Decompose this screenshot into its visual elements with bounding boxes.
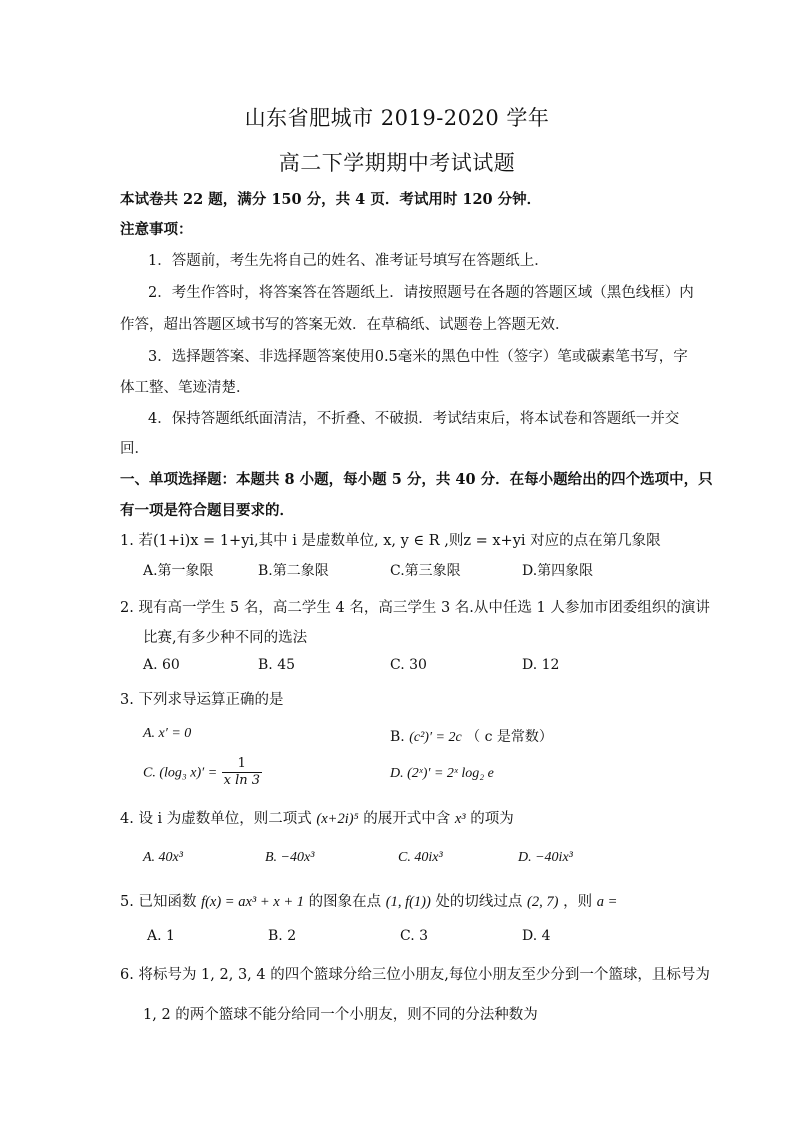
question-4-option-c: C. 40ix³ [398, 850, 443, 865]
stem-term: x³ [454, 811, 466, 827]
question-6-stem-cont: 1, 2 的两个篮球不能分给同一个小朋友，则不同的分法种数为 [143, 1007, 538, 1023]
question-3-option-a: A. x′ = 0 [143, 726, 192, 741]
question-1-option-a: A.第一象限 [143, 563, 214, 579]
note-item: 1．答题前，考生先将自己的姓名、准考证号填写在答题纸上． [148, 253, 549, 269]
question-2-stem-cont: 比赛,有多少种不同的选法 [143, 630, 308, 646]
stem-text: 处的切线过点 [435, 894, 523, 910]
fraction-denominator: x ln 3 [223, 773, 261, 788]
option-label: B. [390, 729, 405, 745]
stem-text: 的项为 [470, 811, 514, 827]
stem-text: ，则 [563, 894, 593, 910]
question-2-option-c: C. 30 [390, 657, 427, 673]
stem-expression: (x+2i)⁵ [316, 811, 359, 827]
stem-variable: a = [596, 894, 618, 910]
question-3-option-c [143, 756, 262, 789]
question-5-stem [120, 890, 617, 911]
question-1-option-d: D.第四象限 [522, 563, 594, 579]
note-item: 2．考生作答时，将答案答在答题纸上．请按照题号在各题的答题区域（黑色线框）内 [148, 285, 694, 301]
note-item: 4．保持答题纸纸面清洁，不折叠、不破损．考试结束后，将本试卷和答题纸一并交 [148, 411, 680, 427]
stem-text: 的展开式中含 [363, 811, 451, 827]
exam-subtitle: 高二下学期期中考试试题 [278, 151, 516, 175]
stem-text: 5. 已知函数 [120, 894, 197, 910]
question-2-option-b: B. 45 [258, 657, 296, 673]
question-4-option-d: D. −40ix³ [518, 850, 573, 865]
note-item: 作答，超出答题区域书写的答案无效．在草稿纸、试题卷上答题无效． [120, 317, 570, 333]
question-5-option-a: A. 1 [147, 928, 175, 944]
question-4-option-a: A. 40x³ [143, 850, 183, 865]
option-expression: (c²)′ = 2c [409, 730, 462, 745]
stem-text: 的图象在点 [308, 894, 382, 910]
stem-text: 4. 设 i 为虚数单位，则二项式 [120, 811, 312, 827]
question-4-stem [120, 807, 514, 828]
section-heading: 一、单项选择题：本题共 8 小题，每小题 5 分，共 40 分．在每小题给出的四个选项中，只 [120, 471, 713, 488]
question-5-option-d: D. 4 [522, 928, 551, 944]
fraction-numerator: 1 [222, 756, 262, 773]
note-item: 3．选择题答案、非选择题答案使用0.5毫米的黑色中性（签字）笔或碳素笔书写，字 [148, 349, 688, 365]
question-2-stem: 2. 现有高一学生 5 名，高二学生 4 名，高三学生 3 名.从中任选 1 人参加市团委组织的演讲 [120, 600, 710, 616]
stem-point: (2, 7) [527, 894, 559, 910]
question-1-option-c: C.第三象限 [390, 563, 461, 579]
option-expression: C. (log₃ x)′ = [143, 765, 218, 781]
question-3-stem: 3. 下列求导运算正确的是 [120, 692, 284, 708]
question-2-option-d: D. 12 [522, 657, 560, 673]
stem-point: (1, f(1)) [385, 894, 431, 910]
section-heading: 有一项是符合题目要求的． [120, 502, 294, 519]
question-6-stem: 6. 将标号为 1, 2, 3, 4 的四个篮球分给三位小朋友,每位小朋友至少分到一个篮球，且标号为 [120, 967, 710, 983]
exam-title: 山东省肥城市 2019-2020 学年 [244, 106, 550, 130]
fraction [222, 756, 262, 789]
note-item: 回． [120, 441, 149, 457]
stem-function: f(x) = ax³ + x + 1 [201, 894, 305, 910]
question-1-option-b: B.第二象限 [258, 563, 329, 579]
note-item: 体工整、笔迹清楚． [120, 380, 251, 396]
question-3-option-d: D. (2ˣ)′ = 2ˣ log₂ e [390, 766, 494, 781]
exam-summary: 本试卷共 22 题，满分 150 分，共 4 页．考试用时 120 分钟． [120, 191, 542, 208]
question-3-option-b [390, 726, 553, 746]
option-note: （ c 是常数） [466, 729, 553, 745]
question-5-option-b: B. 2 [268, 928, 297, 944]
question-4-option-b: B. −40x³ [265, 850, 315, 865]
question-5-option-c: C. 3 [400, 928, 429, 944]
notes-heading: 注意事项： [120, 221, 193, 238]
question-1-stem: 1. 若(1+i)x = 1+yi,其中 i 是虚数单位, x, y ∈ R ,则z = x+yi 对应的点在第几象限 [120, 533, 661, 549]
question-2-option-a: A. 60 [143, 657, 180, 673]
